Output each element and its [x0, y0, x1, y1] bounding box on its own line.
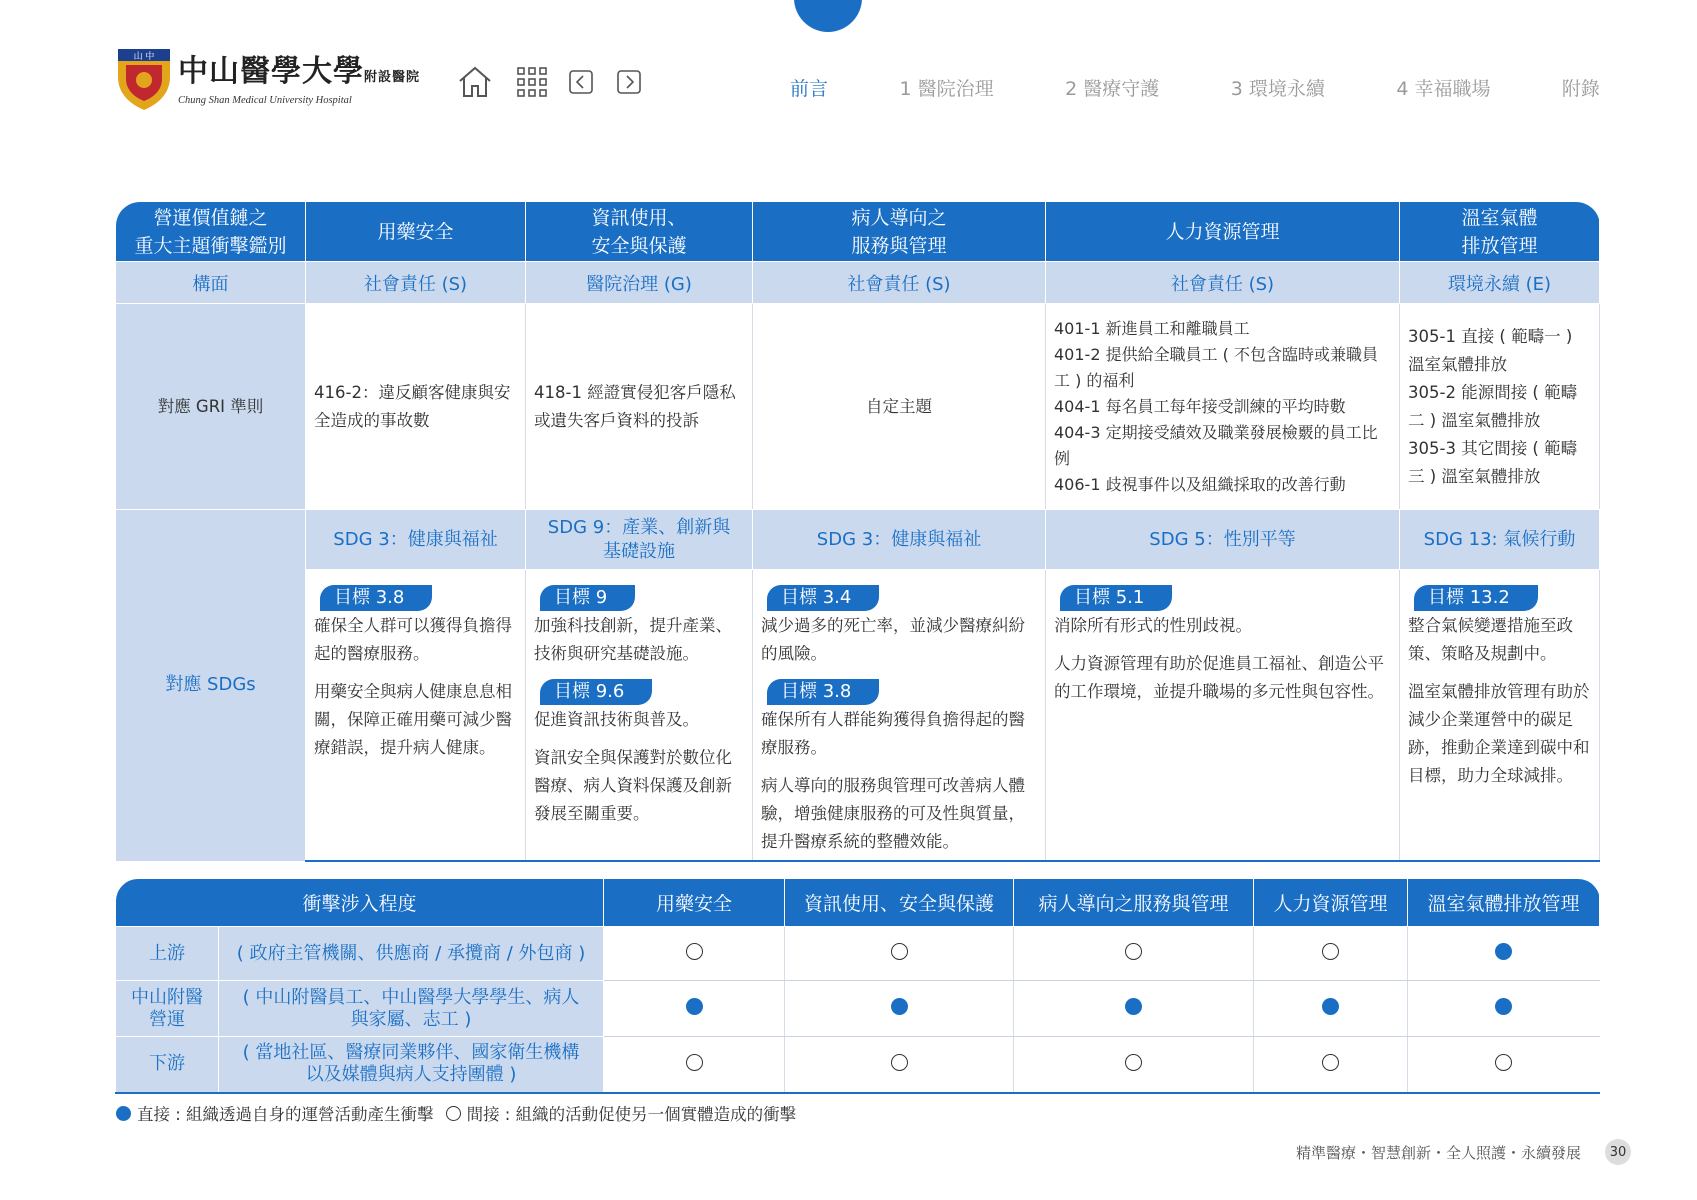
impact-row-desc: ( 中山附醫員工、中山醫學大學學生、病人 與家屬、志工 ): [219, 981, 604, 1037]
sdg-header: SDG 13: 氣候行動: [1400, 510, 1600, 570]
impact-row-desc: ( 政府主管機關、供應商 / 承攬商 / 外包商 ): [219, 927, 604, 981]
impact-mark-cell: [1408, 981, 1600, 1037]
logo-cn: 中山醫學大學: [178, 53, 364, 89]
impact-mark-cell: [604, 1037, 785, 1093]
impact-mark-cell: [1014, 927, 1254, 981]
impact-header-label: 衝擊涉入程度: [116, 879, 604, 927]
prev-icon[interactable]: [568, 64, 594, 100]
impact-mark-cell: [604, 927, 785, 981]
nav-item-workplace[interactable]: 4 幸福職場: [1396, 78, 1491, 100]
target-tag: 目標 9.6: [540, 679, 652, 705]
indirect-circle-icon: [1125, 943, 1142, 960]
indirect-circle-icon: [891, 943, 908, 960]
gri-cell: 自定主題: [753, 304, 1046, 510]
target-tag: 目標 3.8: [767, 679, 879, 705]
impact-row: [116, 1037, 1600, 1093]
direct-dot-icon: [1495, 943, 1512, 960]
sdg-label: 對應 SDGs: [116, 510, 306, 862]
nav-item-governance[interactable]: 1 醫院治理: [899, 78, 994, 100]
target-tag: 目標 3.8: [320, 585, 432, 611]
shield-text: 山 中: [133, 52, 155, 62]
sdg-header: SDG 3：健康與福祉: [306, 510, 526, 570]
header-cell: 人力資源管理: [1046, 202, 1400, 262]
next-icon[interactable]: [616, 64, 642, 100]
header-cell: 資訊使用、 安全與保護: [526, 202, 753, 262]
impact-col-header: 用藥安全: [604, 879, 785, 927]
hospital-logo[interactable]: [116, 46, 426, 112]
impact-mark-cell: [785, 1037, 1014, 1093]
impact-mark-cell: [1254, 1037, 1408, 1093]
indirect-circle-icon: [1495, 1054, 1512, 1071]
header-cell: 溫室氣體 排放管理: [1400, 202, 1600, 262]
indirect-circle-icon: [1322, 1054, 1339, 1071]
page-number: 30: [1605, 1139, 1631, 1165]
sdg-header: SDG 5：性別平等: [1046, 510, 1400, 570]
impact-col-header: 溫室氣體排放管理: [1408, 879, 1600, 927]
gri-cell: 401-1 新進員工和離職員工 401-2 提供給全職員工 ( 不包含臨時或兼職員工 ) 的福利 404-1 每名員工每年接受訓練的平均時數 404-3 定期接受績效及職業發展檢覈的員工比例 406-1 歧視事件以及組織採取的改善行動: [1046, 304, 1400, 510]
home-icon[interactable]: [456, 64, 494, 100]
header-cell: 病人導向之 服務與管理: [753, 202, 1046, 262]
nav-item-appendix[interactable]: 附錄: [1561, 78, 1600, 100]
indirect-circle-icon: [446, 1106, 461, 1121]
gri-label: 對應 GRI 準則: [116, 304, 306, 510]
aspect-cell: 社會責任 (S): [1046, 262, 1400, 304]
footer-slogan: 精準醫療・智慧創新・全人照護・永續發展: [1295, 1143, 1581, 1162]
nav-item-preface[interactable]: 前言: [790, 78, 829, 100]
aspect-cell: 社會責任 (S): [753, 262, 1046, 304]
target-tag: 目標 9: [540, 585, 635, 611]
impact-mark-cell: [785, 981, 1014, 1037]
sdg-cell: 目標 3.4 減少過多的死亡率，並減少醫療糾紛的風險。 目標 3.8 確保所有人群能夠獲得負擔得起的醫療服務。 病人導向的服務與管理可改善病人體驗，增強健康服務的可及性與質量，提升醫療系統的整體效能。: [753, 570, 1046, 862]
gri-cell: 418-1 經證實侵犯客戶隱私或遺失客戶資料的投訴: [526, 304, 753, 510]
direct-dot-icon: [1495, 998, 1512, 1015]
aspect-cell: 環境永續 (E): [1400, 262, 1600, 304]
grid-icon[interactable]: [516, 64, 548, 100]
impact-mark-cell: [1254, 981, 1408, 1037]
impact-mark-cell: [1014, 981, 1254, 1037]
impact-col-header: 人力資源管理: [1254, 879, 1408, 927]
impact-involvement-table: [115, 878, 1600, 1094]
legend: [116, 1101, 796, 1125]
indirect-circle-icon: [1322, 943, 1339, 960]
gri-cell: 416-2：違反顧客健康與安全造成的事故數: [306, 304, 526, 510]
impact-row: [116, 927, 1600, 981]
impact-mark-cell: [1254, 927, 1408, 981]
shield-emblem-icon: [116, 47, 172, 111]
chapter-nav: [790, 74, 1600, 101]
sdg-cell: 目標 13.2 整合氣候變遷措施至政策、策略及規劃中。 溫室氣體排放管理有助於減少企業運營中的碳足跡，推動企業達到碳中和目標，助力全球減排。: [1400, 570, 1600, 862]
aspect-cell: 社會責任 (S): [306, 262, 526, 304]
logo-cn-sub: 附設醫院: [364, 69, 421, 85]
target-tag: 目標 5.1: [1060, 585, 1172, 611]
direct-dot-icon: [891, 998, 908, 1015]
impact-col-header: 病人導向之服務與管理: [1014, 879, 1254, 927]
direct-dot-icon: [1125, 998, 1142, 1015]
indirect-circle-icon: [686, 1054, 703, 1071]
sdg-cell: 目標 3.8 確保全人群可以獲得負擔得起的醫療服務。 用藥安全與病人健康息息相關，保障正確用藥可減少醫療錯誤，提升病人健康。: [306, 570, 526, 862]
direct-dot-icon: [116, 1106, 131, 1121]
impact-mark-cell: [1408, 1037, 1600, 1093]
target-tag: 目標 3.4: [767, 585, 879, 611]
header-cell: 用藥安全: [306, 202, 526, 262]
header-cell: 營運價值鏈之 重大主題衝擊鑑別: [116, 202, 306, 262]
impact-row-desc: ( 當地社區、醫療同業夥伴、國家衛生機構 以及媒體與病人支持團體 ): [219, 1037, 604, 1093]
material-topics-table: [115, 201, 1600, 862]
impact-mark-cell: [1408, 927, 1600, 981]
impact-col-header: 資訊使用、安全與保護: [785, 879, 1014, 927]
impact-mark-cell: [1014, 1037, 1254, 1093]
indirect-circle-icon: [891, 1054, 908, 1071]
aspect-label: 構面: [116, 262, 306, 304]
sdg-cell: 目標 9 加強科技創新，提升產業、技術與研究基礎設施。 目標 9.6 促進資訊技術與普及。 資訊安全與保護對於數位化醫療、病人資料保護及創新發展至關重要。: [526, 570, 753, 862]
sdg-header: SDG 3：健康與福祉: [753, 510, 1046, 570]
indirect-circle-icon: [1125, 1054, 1142, 1071]
impact-row: [116, 981, 1600, 1037]
direct-dot-icon: [1322, 998, 1339, 1015]
impact-mark-cell: [785, 927, 1014, 981]
top-decoration-dot: [794, 0, 862, 32]
footer: [1296, 1139, 1631, 1165]
impact-row-label: 上游: [116, 927, 219, 981]
nav-item-care[interactable]: 2 醫療守護: [1065, 78, 1160, 100]
impact-row-label: 下游: [116, 1037, 219, 1093]
direct-dot-icon: [686, 998, 703, 1015]
impact-mark-cell: [604, 981, 785, 1037]
legend-direct: 直接 : 組織透過自身的運營活動產生衝擊: [137, 1105, 434, 1124]
sdg-header: SDG 9：產業、創新與 基礎設施: [526, 510, 753, 570]
target-tag: 目標 13.2: [1414, 585, 1538, 611]
gri-cell: 305-1 直接 ( 範疇一 ) 溫室氣體排放 305-2 能源間接 ( 範疇二 ) 溫室氣體排放 305-3 其它間接 ( 範疇三 ) 溫室氣體排放: [1400, 304, 1600, 510]
indirect-circle-icon: [686, 943, 703, 960]
aspect-cell: 醫院治理 (G): [526, 262, 753, 304]
impact-row-label: 中山附醫 營運: [116, 981, 219, 1037]
logo-en: Chung Shan Medical University Hospital: [178, 94, 352, 106]
nav-item-environment[interactable]: 3 環境永續: [1230, 78, 1325, 100]
legend-indirect: 間接 : 組織的活動促使另一個實體造成的衝擊: [466, 1105, 797, 1124]
sdg-cell: 目標 5.1 消除所有形式的性別歧視。 人力資源管理有助於促進員工福祉、創造公平的工作環境，並提升職場的多元性與包容性。: [1046, 570, 1400, 862]
